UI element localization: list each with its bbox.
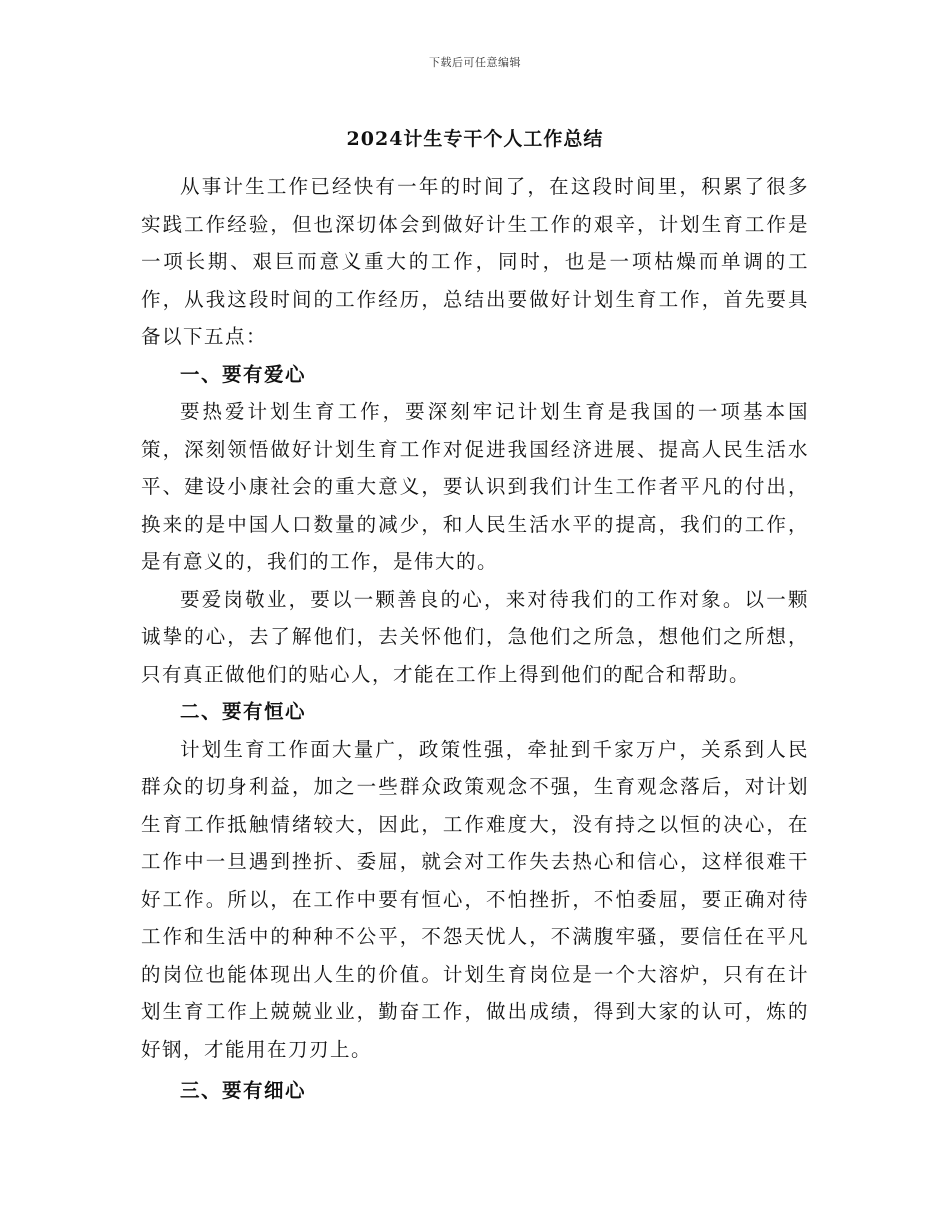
document-title: 2024计生专干个人工作总结 (346, 128, 604, 150)
header-note: 下载后可任意编辑 (429, 56, 521, 69)
section-heading-1: 一、要有爱心 (180, 362, 307, 386)
document-body (141, 168, 809, 1110)
section-1-paragraph-1: 要热爱计划生育工作，要深刻牢记计划生育是我国的一项基本国策，深刻领悟做好计划生育工作对促进我国经济进展、提高人民生活水平、建设小康社会的重大意义，要认识到我们计生工作者平凡的付出，换来的是中国人口数量的减少，和人民生活水平的提高，我们的工作，是有意义的，我们的工作，是伟大的。 (141, 400, 809, 573)
section-heading-3: 三、要有细心 (180, 1079, 307, 1102)
intro-paragraph: 从事计生工作已经快有一年的时间了，在这段时间里，积累了很多实践工作经验，但也深切体会到做好计生工作的艰辛，计划生育工作是一项长期、艰巨而意义重大的工作，同时，也是一项枯燥而单调的工作，从我这段时间的工作经历，总结出要做好计划生育工作，首先要具备以下五点： (141, 175, 809, 348)
section-heading-2: 二、要有恒心 (180, 700, 307, 723)
section-1-paragraph-2: 要爱岗敬业，要以一颗善良的心，来对待我们的工作对象。以一颗诚挚的心，去了解他们，去关怀他们，急他们之所急，想他们之所想，只有真正做他们的贴心人，才能在工作上得到他们的配合和帮助。 (141, 587, 809, 686)
section-2-paragraph: 计划生育工作面大量广，政策性强，牵扯到千家万户，关系到人民群众的切身利益，加之一些群众政策观念不强，生育观念落后，对计划生育工作抵触情绪较大，因此，工作难度大，没有持之以恒的决心，在工作中一旦遇到挫折、委屈，就会对工作失去热心和信心，这样很难干好工作。所以，在工作中要有恒心，不怕挫折，不怕委屈，要正确对待工作和生活中的种种不公平，不怨天忧人，不满腹牢骚，要信任在平凡的岗位也能体现出人生的价值。计划生育岗位是一个大溶炉，只有在计划生育工作上兢兢业业，勤奋工作，做出成绩，得到大家的认可，炼的好钢，才能用在刀刃上。 (141, 737, 809, 1061)
